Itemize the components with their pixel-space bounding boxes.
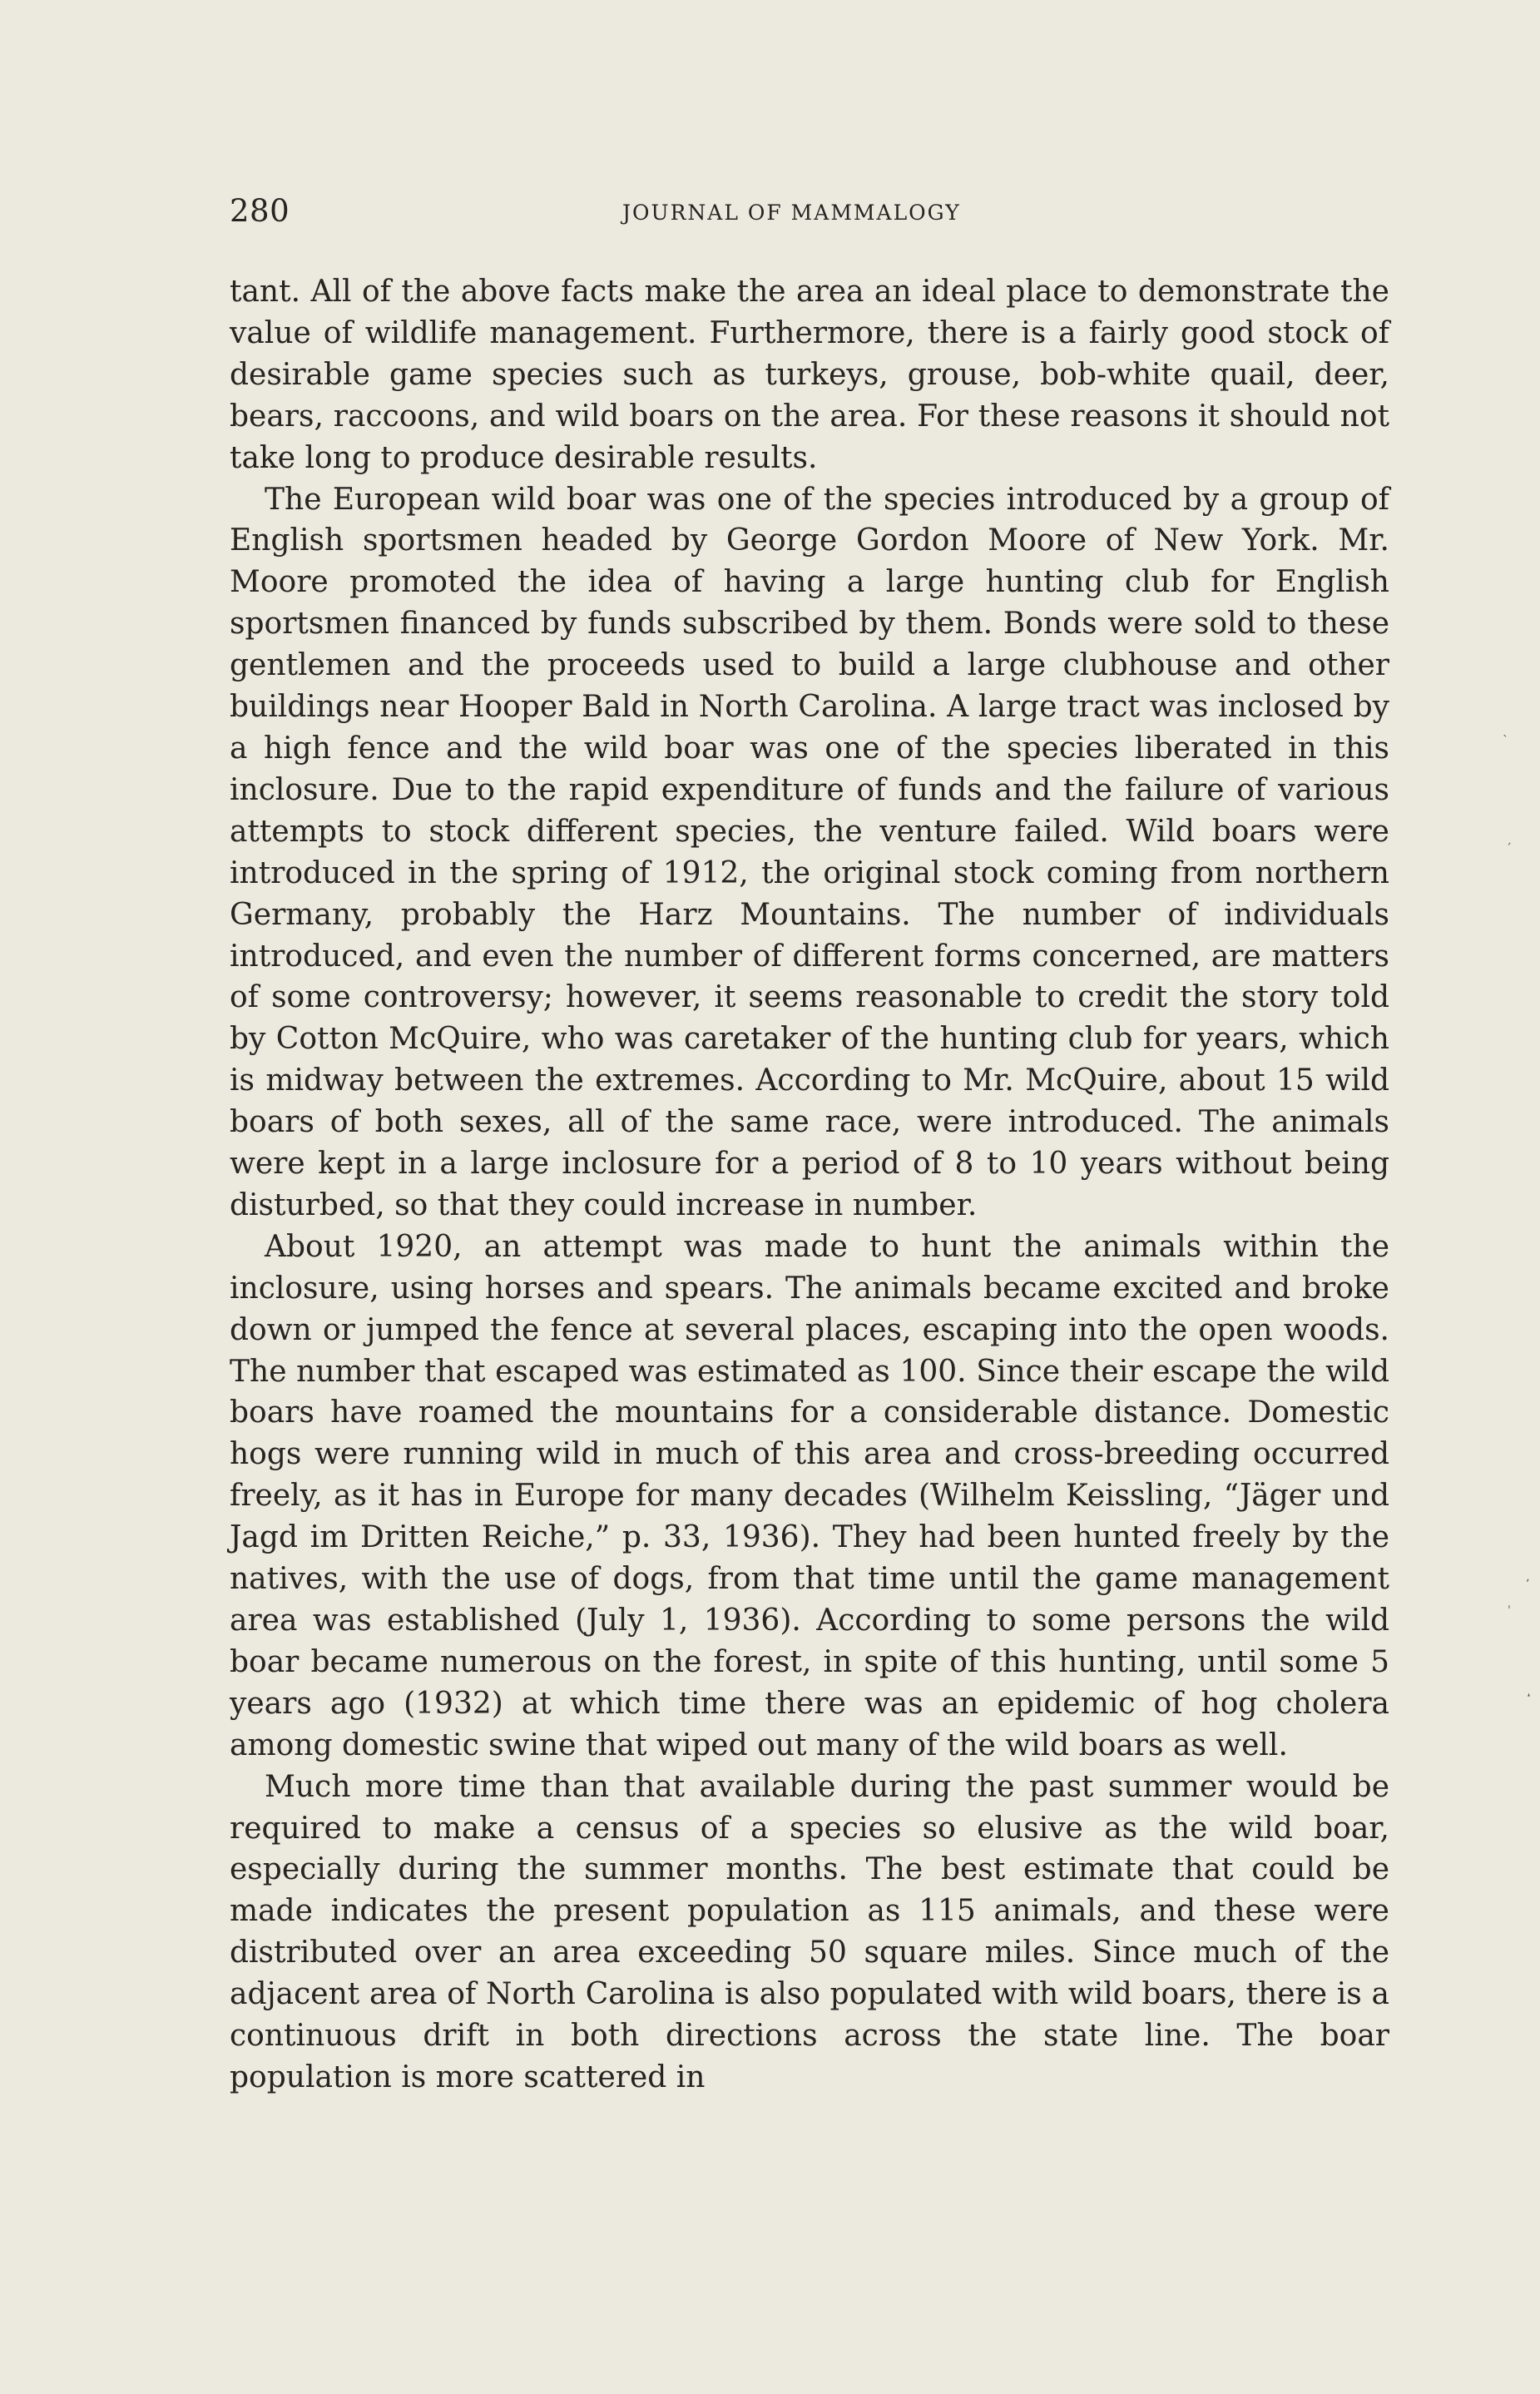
paragraph: About 1920, an attempt was made to hunt the animals within the inclosure, using horses and spears. The animals became excited and broke down or jumped the fence at several places, escaping into the open woods. The number that escaped was estimated as 100. Since their escape the wild boars have roamed the mountains for a considerable distance. Domestic hogs were running wild in much of this area and cross-breeding occurred freely, as it has in Europe for many decades (Wilhelm Keissling, “Jäger und Jagd im Dritten Reiche,” p. 33, 1936). They had been hunted freely by the natives, with the use of dogs, from that time until the game management area was established (July 1, 1936). According to some persons the wild boar became numerous on the forest, in spite of this hunting, until some 5 years ago (1932) at which time there was an epidemic of hog cholera among domestic swine that wiped out many of the wild boars as well. [230, 1229, 1389, 1762]
paragraph: The European wild boar was one of the species introduced by a group of English sportsmen headed by George Gordon Moore of New York. Mr. Moore promoted the idea of having a large hunting club for English sportsmen financed by funds subscribed by them. Bonds were sold to these gentlemen and the proceeds used to build a large clubhouse and other buildings near Hooper Bald in North Carolina. A large tract was inclosed by a high fence and the wild boar was one of the species liberated in this inclosure. Due to the rapid expenditure of funds and the failure of various attempts to stock different species, the venture failed. Wild boars were introduced in the spring of 1912, the original stock coming from northern Germany, probably the Harz Mountains. The number of individuals introduced, and even the number of different forms concerned, are matters of some controversy; however, it seems reasonable to credit the story told by Cotton McQuire, who was caretaker of the hunting club for years, which is midway between the extremes. According to Mr. McQuire, about 15 wild boars of both sexes, all of the same race, were introduced. The animals were kept in a large inclosure for a period of 8 to 10 years without being disturbed, so that they could increase in number. [230, 482, 1389, 1222]
scan-speck: ʼ [1526, 1578, 1530, 1591]
article-body [230, 271, 1389, 2099]
paragraph: tant. All of the above facts make the area an ideal place to demonstrate the value of wildlife management. Furthermore, there is a fairly good stock of desirable game species such as turkeys, grouse, bob-white quail, deer, bears, raccoons, and wild boars on the area. For these reasons it should not take long to produce desirable results. [230, 275, 1389, 475]
running-head: JOURNAL OF MAMMALOGY [622, 201, 961, 225]
scan-speck: ˔ [1526, 1689, 1532, 1703]
page-number: 280 [230, 193, 290, 229]
scan-speck: ˈ [1508, 1604, 1511, 1618]
paragraph: Much more time than that available during the past summer would be required to make a census of a species so elusive as the wild boar, especially during the summer months. The best estimate that could be made indicates the present population as 115 animals, and these were distributed over an area exceeding 50 square miles. Since much of the adjacent area of North Carolina is also populated with wild boars, there is a continuous drift in both directions across the state line. The boar population is more scattered in [230, 1769, 1389, 2094]
scan-speck: ˏ [1506, 832, 1512, 845]
scan-speck: ˎ [1503, 724, 1508, 737]
